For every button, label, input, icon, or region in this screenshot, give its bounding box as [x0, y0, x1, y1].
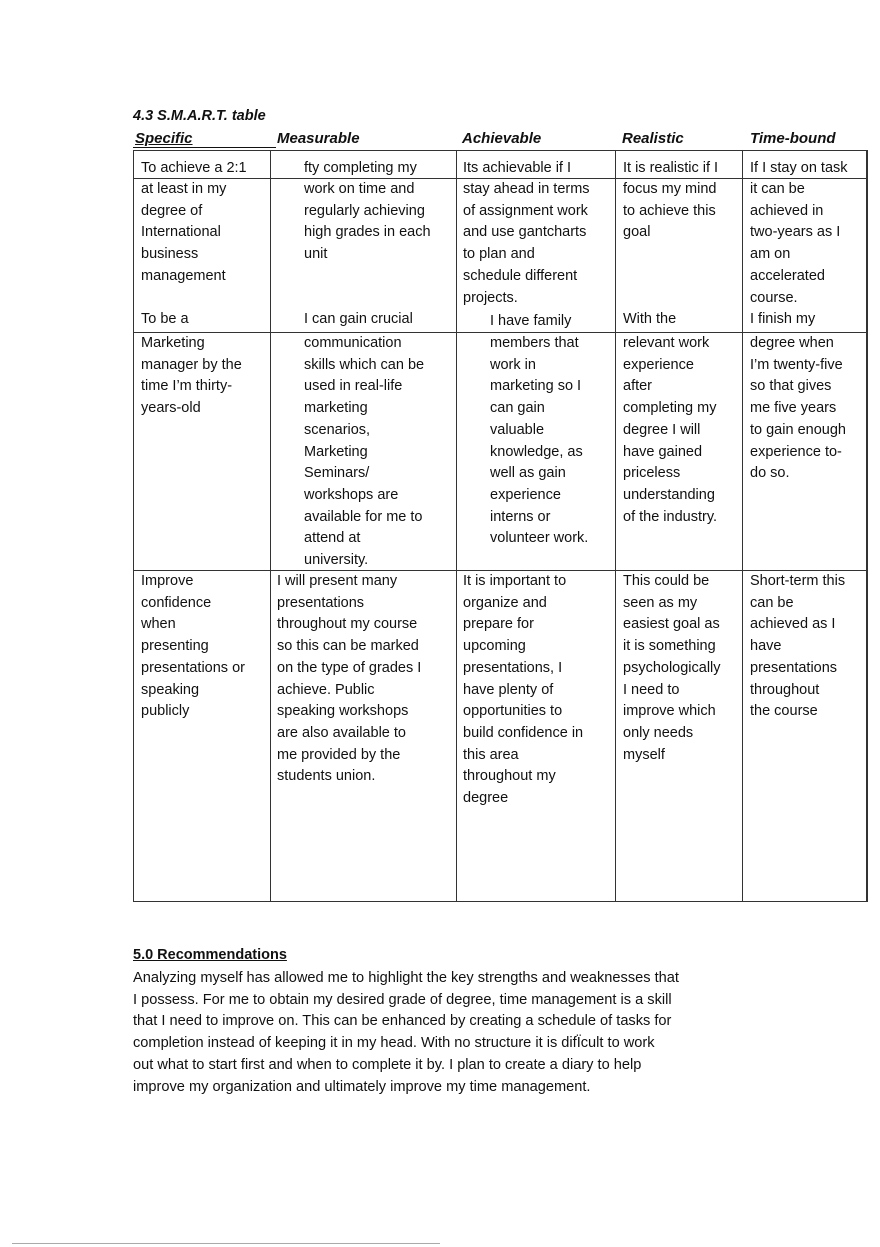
- cell-time-bound: degree when I’m twenty-five so that gives me five years to gain enough experience to- do so.: [750, 335, 846, 482]
- cell-time-bound: If I stay on task: [750, 160, 848, 176]
- cell-achievable-continued: [490, 311, 571, 333]
- table-row: [134, 151, 866, 179]
- cell-measurable: work on time and regularly achieving high grades in each unit I can gain crucial: [304, 181, 431, 328]
- header-realistic: Realistic: [622, 130, 684, 147]
- header-underline: [133, 147, 276, 148]
- cell-realistic: focus my mind to achieve this goal With the: [623, 181, 717, 328]
- cell-measurable: I will present many presentations throughout my course so this can be marked on the type of grades I achieve. Public speaking workshops are also available to me provided by the students union.: [277, 573, 422, 785]
- cell-achievable: It is important to organize and prepare for upcoming presentations, I have plenty of opportunities to build confidence in this area throughout my degree: [463, 573, 584, 807]
- footnote-divider: [12, 1243, 440, 1244]
- cell-realistic: This could be seen as my easiest goal as it is something psychologically I need to improve which only needs myself: [623, 573, 721, 763]
- cell-measurable: communication skills which can be used in real-life marketing scenarios, Marketing Seminars/ workshops are available for me to attend at university.: [304, 335, 425, 569]
- cell-achievable: members that work in marketing so I can gain valuable knowledge, as well as gain experience interns or volunteer work.: [490, 335, 589, 547]
- header-achievable: Achievable: [462, 130, 542, 147]
- family-line: I have family: [490, 313, 572, 329]
- table-row: [134, 179, 866, 333]
- cell-specific: at least in my degree of International business management To be a: [141, 181, 227, 328]
- cell-measurable: fty completing my: [304, 160, 417, 176]
- table-row: [134, 571, 866, 901]
- cell-time-bound: it can be achieved in two-years as I am on accelerated course. I finish my: [750, 181, 841, 328]
- cell-realistic: relevant work experience after completing my degree I will have gained priceless understanding of the industry.: [623, 335, 718, 525]
- header-specific: Specific: [135, 130, 193, 147]
- table-row: [134, 333, 866, 571]
- cell-time-bound: Short-term this can be achieved as I have presentations throughout the course: [750, 573, 846, 720]
- smart-table: [133, 150, 868, 902]
- cell-achievable: stay ahead in terms of assignment work and use gantcharts to plan and schedule different projects.: [463, 181, 590, 306]
- cell-specific: To achieve a 2:1: [141, 160, 247, 176]
- header-measurable: Measurable: [277, 130, 360, 147]
- cell-specific: Improve confidence when presenting presentations or speaking publicly: [141, 573, 245, 720]
- recommendations-heading: 5.0 Recommendations: [133, 947, 287, 963]
- header-time-bound: Time-bound: [750, 130, 836, 147]
- section-title: 4.3 S.M.A.R.T. table: [133, 108, 266, 124]
- cell-specific: Marketing manager by the time I’m thirty- years-old: [141, 335, 242, 417]
- cell-realistic: It is realistic if I: [623, 160, 719, 176]
- cell-achievable: Its achievable if I: [463, 160, 571, 176]
- recommendations-body: Analyzing myself has allowed me to highlight the key strengths and weaknesses that I possess. For me to obtain my desired grade of degree, time management is a skill that I need to improve on. This can be enhanced by creating a schedule of tasks for completion instead of keeping it in my head. With no structure it is difÏcult to work out what to start first and when to complete it by. I plan to create a diary to help improve my organization and ultimately improve my time management.: [133, 970, 679, 1095]
